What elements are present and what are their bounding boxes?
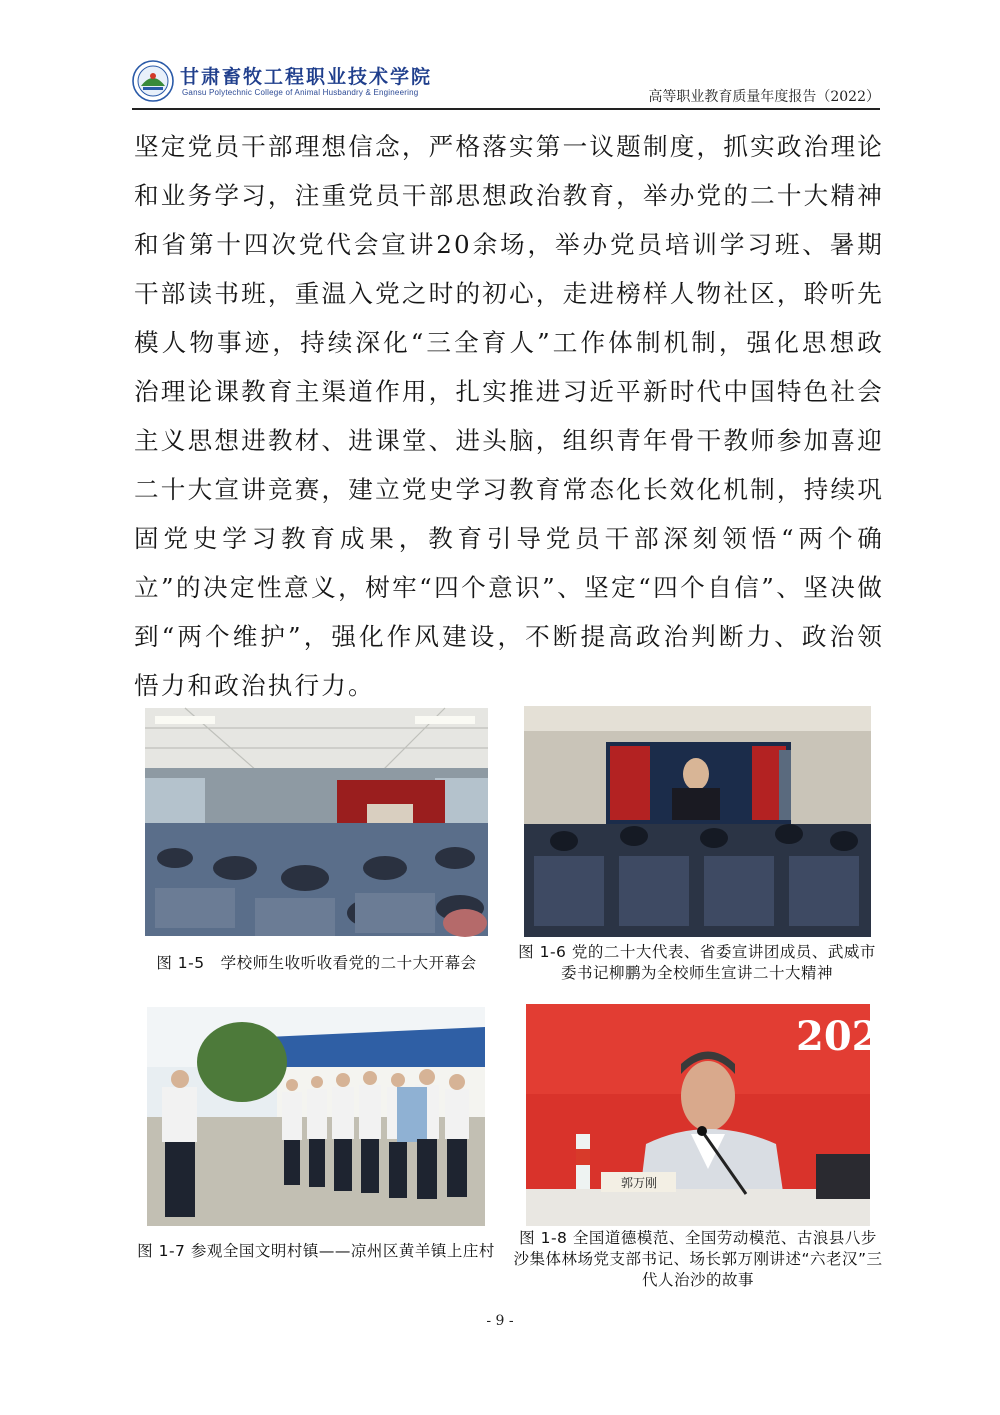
photo-speaker-podium bbox=[526, 1004, 880, 1226]
figure-caption-1-8: 图 1-8 全国道德模范、全国劳动模范、古浪县八步沙集体林场党支部书记、场长郭万刚讲述“六老汉”三代人治沙的故事 bbox=[513, 1229, 883, 1289]
figure-caption-1-7: 图 1-7 参观全国文明村镇——凉州区黄羊镇上庄村 bbox=[137, 1242, 495, 1260]
figure-caption-1-6: 图 1-6 党的二十大代表、省委宣讲团成员、武威市委书记柳鹏为全校师生宣讲二十大精神 bbox=[518, 943, 876, 982]
school-logo bbox=[132, 60, 174, 102]
page-number: - 9 - bbox=[486, 1313, 514, 1329]
banner-year-text: 202 bbox=[796, 1013, 880, 1060]
school-name-en: Gansu Polytechnic College of Animal Husbandry & Engineering bbox=[182, 88, 419, 97]
page-header bbox=[132, 54, 880, 110]
photo-auditorium-broadcast bbox=[145, 708, 488, 936]
school-name-cn: 甘肃畜牧工程职业技术学院 bbox=[180, 66, 433, 88]
figure-caption-1-5: 图 1-5 学校师生收听收看党的二十大开幕会 bbox=[156, 954, 477, 972]
nameplate-text: 郭万刚 bbox=[621, 1176, 658, 1190]
photo-video-lecture bbox=[524, 706, 871, 937]
photo-village-visit bbox=[147, 1007, 485, 1226]
report-title: 高等职业教育质量年度报告（2022） bbox=[648, 89, 880, 105]
header-divider bbox=[132, 108, 880, 110]
body-paragraph: 坚定党员干部理想信念，严格落实第一议题制度，抓实政治理论和业务学习，注重党员干部思想政治教育，举办党的二十大精神和省第十四次党代会宣讲20余场，举办党员培训学习班、暑期干部读书班，重温入党之时的初心，走进榜样人物社区，聆听先模人物事迹，持续深化“三全育人”工作体制机制，强化思想政治理论课教育主渠道作用，扎实推进习近平新时代中国特色社会主义思想进教材、进课堂、进头脑，组织青年骨干教师参加喜迎二十大宣讲竞赛，建立党史学习教育常态化长效化机制，持续巩固党史学习教育成果，教育引导党员干部深刻领悟“两个确立”的决定性意义，树牢“四个意识”、坚定“四个自信”、坚决做到“两个维护”，强化作风建设，不断提高政治判断力、政治领悟力和政治执行力。 bbox=[134, 132, 884, 700]
